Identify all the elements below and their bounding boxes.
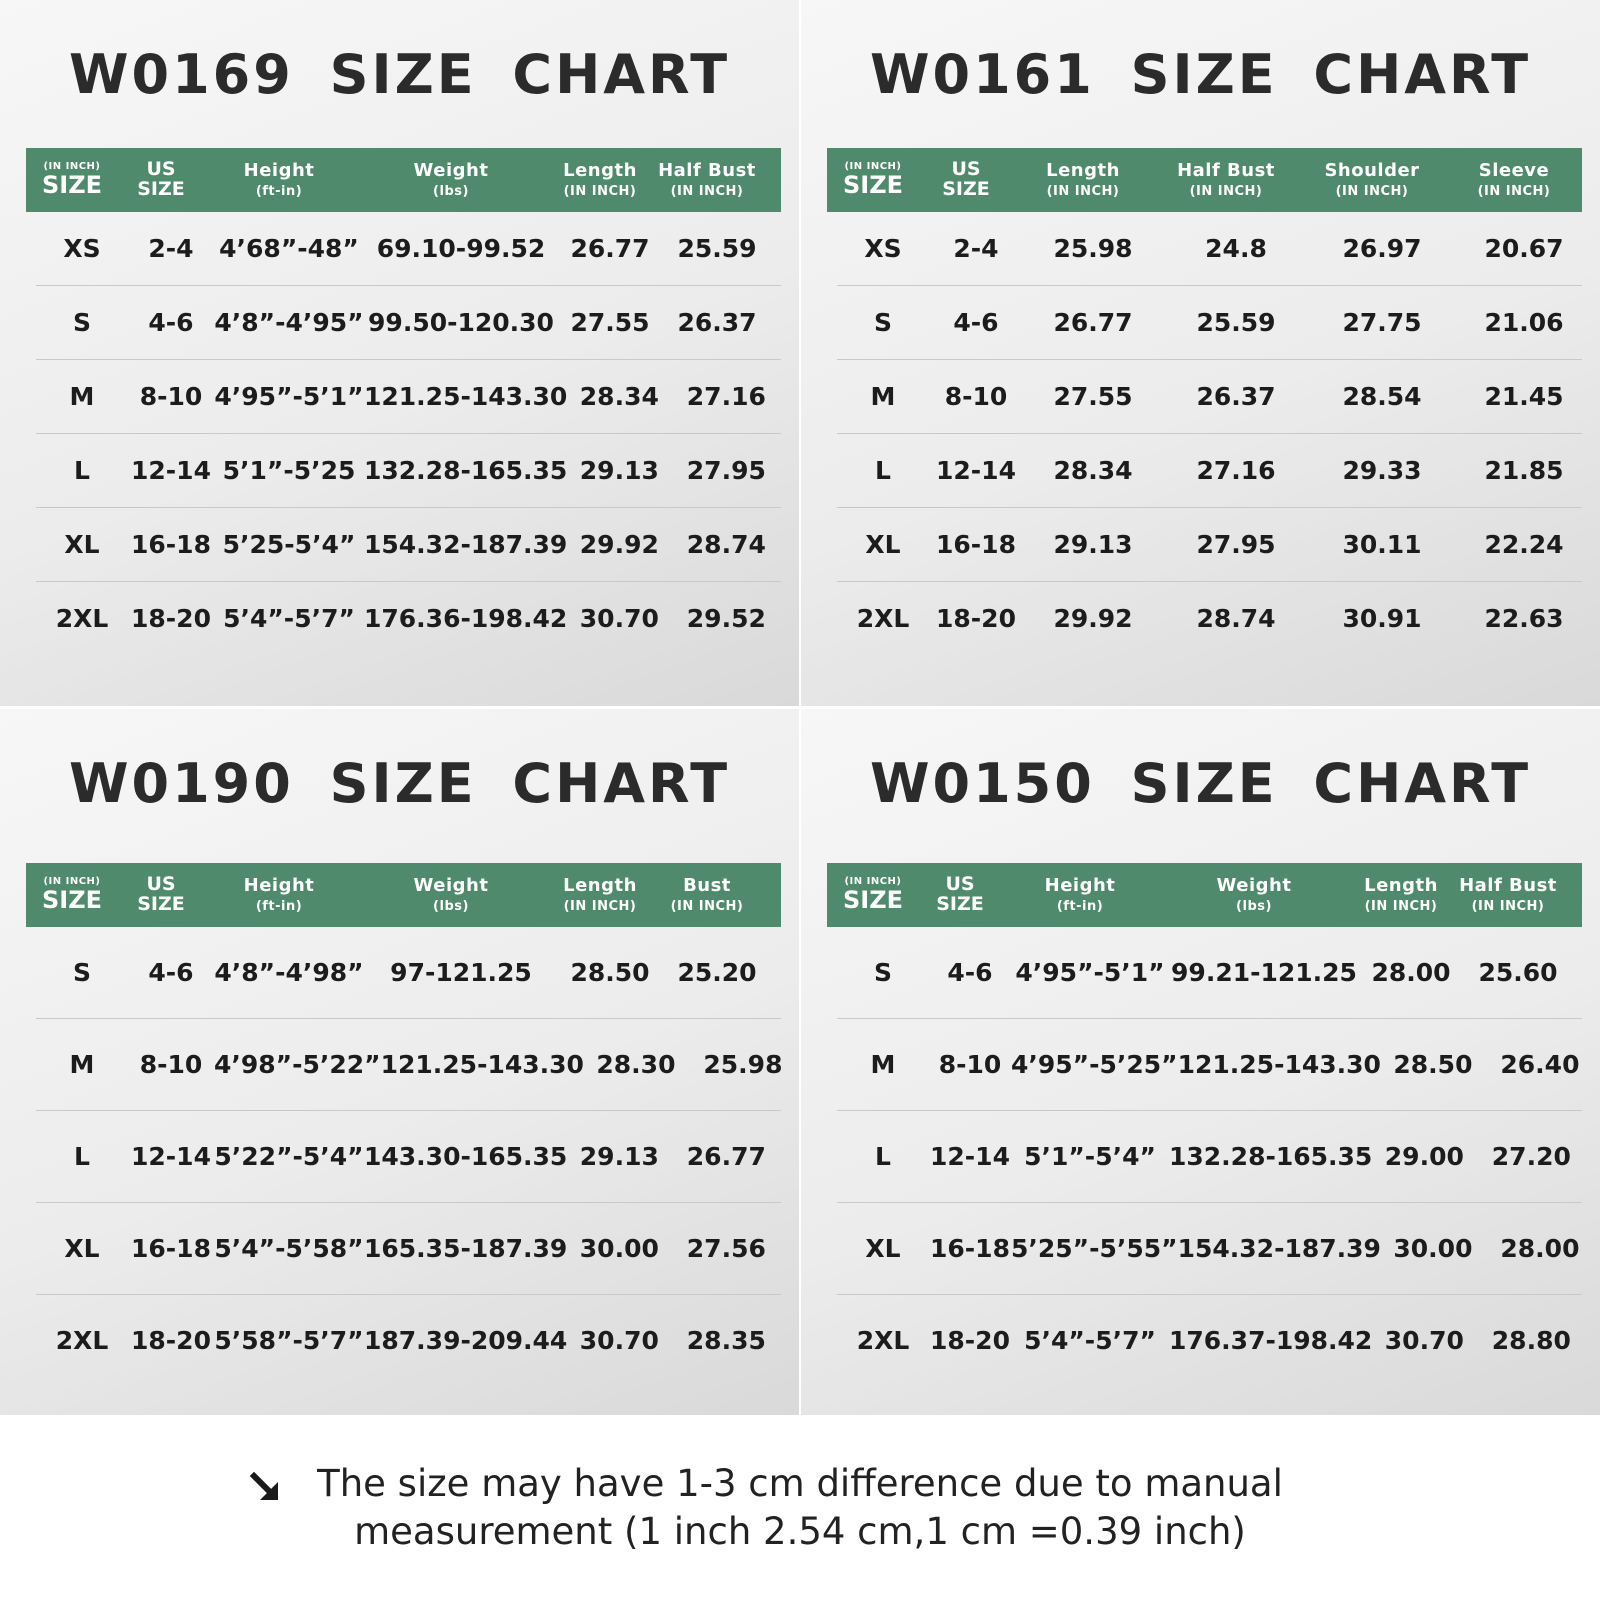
- column-header: [118, 160, 204, 200]
- table-cell: 4-6: [947, 958, 993, 987]
- chart-title: W0169 SIZE CHART: [68, 43, 731, 106]
- size-cell: L: [74, 1142, 90, 1171]
- header-label: Length: [563, 874, 637, 896]
- disclaimer-line-2: measurement (1 inch 2.54 cm,1 cm =0.39 inch): [354, 1510, 1246, 1553]
- table-cell: 8-10: [139, 1050, 203, 1079]
- table-cell: 5’58”-5’7”: [214, 1326, 364, 1355]
- table-cell: 18-20: [930, 1326, 1010, 1355]
- table-row: [837, 360, 1582, 434]
- size-cell: M: [870, 382, 896, 411]
- table-cell: 26.77: [1053, 308, 1133, 337]
- header-label: US: [951, 158, 981, 181]
- table-cell: 27.55: [570, 308, 650, 337]
- table-row: [36, 508, 781, 582]
- table-cell: 143.30-165.35: [364, 1142, 568, 1171]
- size-cell: L: [875, 1142, 891, 1171]
- header-label: SIZE: [137, 893, 185, 915]
- table-cell: 29.92: [579, 530, 659, 559]
- size-cell: XS: [864, 234, 902, 263]
- header-label: Shoulder: [1324, 159, 1420, 181]
- table-cell: 5’4”-5’7”: [223, 604, 355, 633]
- table-cell: 28.74: [1196, 604, 1276, 633]
- header-label: Length: [1046, 159, 1120, 181]
- header-unit: (IN INCH): [563, 183, 637, 199]
- column-header: [1453, 874, 1563, 914]
- size-disclaimer: [0, 1460, 1600, 1556]
- table-row: [837, 212, 1582, 286]
- column-header: [548, 159, 652, 199]
- table-cell: 99.21-121.25: [1171, 958, 1357, 987]
- table-cell: 22.63: [1484, 604, 1564, 633]
- table-cell: 5’25”-5’55”: [1011, 1234, 1178, 1263]
- table-cell: 26.40: [1500, 1050, 1580, 1079]
- table-cell: 5’1”-5’25: [222, 456, 356, 485]
- table-cell: 4-6: [953, 308, 999, 337]
- header-unit: (IN INCH): [1335, 183, 1409, 199]
- table-row: [837, 582, 1582, 655]
- size-cell: XL: [865, 530, 901, 559]
- table-row: [36, 582, 781, 655]
- table-cell: 28.34: [579, 382, 659, 411]
- size-cell: 2XL: [856, 1326, 910, 1355]
- table-cell: 2-4: [148, 234, 194, 263]
- header-label: Height: [243, 874, 315, 896]
- header-label: Length: [563, 159, 637, 181]
- table-cell: 18-20: [936, 604, 1016, 633]
- table-cell: 16-18: [131, 1234, 211, 1263]
- chart-title: W0150 SIZE CHART: [869, 752, 1532, 815]
- table-cell: 4’98”-5’22”: [214, 1050, 381, 1079]
- header-label: Length: [1364, 874, 1438, 896]
- table-cell: 25.60: [1478, 958, 1558, 987]
- table-cell: 132.28-165.35: [364, 456, 568, 485]
- size-cell: L: [875, 456, 891, 485]
- chart-title: W0161 SIZE CHART: [869, 43, 1532, 106]
- table-cell: 154.32-187.39: [1177, 1234, 1381, 1263]
- table-cell: 26.97: [1342, 234, 1422, 263]
- table-cell: 28.80: [1491, 1326, 1571, 1355]
- column-header: [354, 874, 548, 914]
- header-unit-note: (IN INCH): [43, 161, 101, 173]
- header-label: Height: [1044, 874, 1116, 896]
- column-header: [354, 159, 548, 199]
- table-cell: 5’25-5’4”: [222, 530, 356, 559]
- header-label: SIZE: [942, 178, 990, 200]
- table-cell: 22.24: [1484, 530, 1564, 559]
- table-cell: 4’95”-5’25”: [1011, 1050, 1178, 1079]
- header-label: Half Bust: [658, 159, 756, 181]
- table-cell: 121.25-143.30: [1177, 1050, 1381, 1079]
- table-cell: 30.00: [579, 1234, 659, 1263]
- table-header: [26, 863, 781, 927]
- table-cell: 29.33: [1342, 456, 1422, 485]
- table-cell: 12-14: [936, 456, 1016, 485]
- table-row: [36, 1295, 781, 1386]
- table-cell: 27.95: [1196, 530, 1276, 559]
- table-header: [26, 148, 781, 212]
- table-cell: 21.85: [1484, 456, 1564, 485]
- table-row: [36, 927, 781, 1019]
- header-unit: (IN INCH): [1477, 183, 1551, 199]
- header-unit: (IN INCH): [563, 898, 637, 914]
- table-cell: 21.06: [1484, 308, 1564, 337]
- table-cell: 28.50: [1393, 1050, 1473, 1079]
- table-cell: 16-18: [131, 530, 211, 559]
- table-cell: 30.70: [579, 604, 659, 633]
- table-cell: 8-10: [938, 1050, 1002, 1079]
- size-cell: 2XL: [55, 1326, 109, 1355]
- table-cell: 20.67: [1484, 234, 1564, 263]
- table-cell: 5’4”-5’58”: [214, 1234, 364, 1263]
- column-header: [1013, 159, 1153, 199]
- size-chart-panel-w0190: [0, 709, 799, 1415]
- table-cell: 28.00: [1371, 958, 1451, 987]
- header-label: US: [146, 873, 176, 896]
- header-unit: (ft-in): [255, 898, 303, 914]
- table-cell: 30.91: [1342, 604, 1422, 633]
- table-row: [837, 286, 1582, 360]
- header-label: SIZE: [936, 893, 984, 915]
- table-cell: 187.39-209.44: [364, 1326, 568, 1355]
- header-label: US: [945, 873, 975, 896]
- size-chart-panel-w0150: [801, 709, 1600, 1415]
- size-cell: M: [870, 1050, 896, 1079]
- table-cell: 27.16: [686, 382, 766, 411]
- column-header: [827, 877, 919, 913]
- size-cell: M: [69, 382, 95, 411]
- table-row: [837, 1019, 1582, 1111]
- header-unit-note: (IN INCH): [844, 876, 902, 888]
- column-header: [1153, 159, 1299, 199]
- column-header: [1159, 874, 1349, 914]
- column-header: [204, 874, 354, 914]
- column-header: [1001, 874, 1159, 914]
- table-cell: 29.00: [1384, 1142, 1464, 1171]
- table-cell: 18-20: [131, 1326, 211, 1355]
- size-chart-panel-w0161: [801, 0, 1600, 706]
- table-cell: 25.59: [677, 234, 757, 263]
- size-cell: 2XL: [856, 604, 910, 633]
- table-body: [827, 212, 1582, 655]
- table-cell: 27.16: [1196, 456, 1276, 485]
- table-cell: 21.45: [1484, 382, 1564, 411]
- table-row: [36, 1203, 781, 1295]
- size-cell: S: [873, 958, 892, 987]
- header-unit: (IN INCH): [1189, 183, 1263, 199]
- table-cell: 24.8: [1205, 234, 1267, 263]
- table-cell: 29.13: [1053, 530, 1133, 559]
- table-cell: 27.56: [686, 1234, 766, 1263]
- table-row: [837, 508, 1582, 582]
- size-cell: XL: [64, 1234, 100, 1263]
- table-cell: 165.35-187.39: [364, 1234, 568, 1263]
- size-cell: M: [69, 1050, 95, 1079]
- header-label: Weight: [413, 159, 489, 181]
- column-header: [827, 162, 919, 198]
- chart-title: W0190 SIZE CHART: [68, 752, 731, 815]
- table-row: [36, 1019, 781, 1111]
- disclaimer-line-1: The size may have 1-3 cm difference due to manual: [317, 1462, 1283, 1505]
- table-cell: 154.32-187.39: [364, 530, 568, 559]
- table-row: [36, 360, 781, 434]
- column-header: [1299, 159, 1445, 199]
- header-unit: (IN INCH): [1046, 183, 1120, 199]
- header-label: Weight: [1216, 874, 1292, 896]
- table-cell: 5’4”-5’7”: [1024, 1326, 1156, 1355]
- table-cell: 26.37: [1196, 382, 1276, 411]
- header-unit: (IN INCH): [1364, 898, 1438, 914]
- table-cell: 97-121.25: [390, 958, 532, 987]
- table-cell: 99.50-120.30: [368, 308, 554, 337]
- header-label: Height: [243, 159, 315, 181]
- header-unit: (lbs): [433, 183, 469, 199]
- table-cell: 132.28-165.35: [1169, 1142, 1373, 1171]
- table-cell: 26.77: [686, 1142, 766, 1171]
- header-unit: (lbs): [433, 898, 469, 914]
- column-header: [1349, 874, 1453, 914]
- size-table: [26, 148, 781, 655]
- header-unit: (IN INCH): [670, 183, 744, 199]
- column-header: [204, 159, 354, 199]
- table-row: [36, 1111, 781, 1203]
- table-cell: 29.52: [686, 604, 766, 633]
- header-label: SIZE: [842, 885, 903, 914]
- table-cell: 27.20: [1491, 1142, 1571, 1171]
- table-cell: 176.36-198.42: [364, 604, 568, 633]
- table-cell: 18-20: [131, 604, 211, 633]
- header-unit: (ft-in): [1056, 898, 1104, 914]
- table-cell: 5’1”-5’4”: [1024, 1142, 1156, 1171]
- table-row: [837, 1111, 1582, 1203]
- size-table: [827, 148, 1582, 655]
- header-label: Weight: [413, 874, 489, 896]
- header-label: US: [146, 158, 176, 181]
- header-label: SIZE: [41, 885, 102, 914]
- table-cell: 25.98: [703, 1050, 783, 1079]
- table-cell: 8-10: [944, 382, 1008, 411]
- table-cell: 26.77: [570, 234, 650, 263]
- table-cell: 12-14: [930, 1142, 1010, 1171]
- table-cell: 8-10: [139, 382, 203, 411]
- size-cell: XS: [63, 234, 101, 263]
- table-row: [837, 927, 1582, 1019]
- header-unit-note: (IN INCH): [844, 161, 902, 173]
- header-label: Half Bust: [1459, 874, 1557, 896]
- table-cell: 30.70: [579, 1326, 659, 1355]
- size-chart-panel-w0169: [0, 0, 799, 706]
- table-cell: 27.75: [1342, 308, 1422, 337]
- table-cell: 4’68”-48”: [219, 234, 359, 263]
- table-cell: 4’8”-4’98”: [214, 958, 364, 987]
- table-cell: 28.35: [686, 1326, 766, 1355]
- table-cell: 121.25-143.30: [380, 1050, 584, 1079]
- table-cell: 16-18: [930, 1234, 1010, 1263]
- size-cell: S: [873, 308, 892, 337]
- header-unit: (ft-in): [255, 183, 303, 199]
- table-cell: 176.37-198.42: [1169, 1326, 1373, 1355]
- header-unit: (IN INCH): [1471, 898, 1545, 914]
- table-cell: 29.13: [579, 456, 659, 485]
- table-cell: 69.10-99.52: [376, 234, 546, 263]
- table-cell: 28.54: [1342, 382, 1422, 411]
- table-cell: 28.00: [1500, 1234, 1580, 1263]
- size-cell: 2XL: [55, 604, 109, 633]
- header-label: SIZE: [842, 170, 903, 199]
- table-cell: 4-6: [148, 958, 194, 987]
- size-cell: L: [74, 456, 90, 485]
- table-cell: 12-14: [131, 456, 211, 485]
- column-header: [26, 162, 118, 198]
- table-cell: 16-18: [936, 530, 1016, 559]
- table-cell: 121.25-143.30: [364, 382, 568, 411]
- table-cell: 4’8”-4’95”: [214, 308, 364, 337]
- header-label: SIZE: [137, 178, 185, 200]
- table-cell: 28.34: [1053, 456, 1133, 485]
- table-cell: 30.00: [1393, 1234, 1473, 1263]
- header-unit: (IN INCH): [670, 898, 744, 914]
- table-row: [36, 212, 781, 286]
- header-label: Bust: [683, 874, 731, 896]
- table-cell: 4’95”-5’1”: [1015, 958, 1165, 987]
- table-row: [36, 286, 781, 360]
- column-header: [548, 874, 652, 914]
- header-unit-note: (IN INCH): [43, 876, 101, 888]
- column-header: [652, 159, 762, 199]
- table-cell: 29.92: [1053, 604, 1133, 633]
- table-cell: 25.59: [1196, 308, 1276, 337]
- column-header: [919, 875, 1001, 915]
- table-body: [26, 212, 781, 655]
- table-cell: 27.55: [1053, 382, 1133, 411]
- size-table: [827, 863, 1582, 1386]
- size-cell: S: [72, 308, 91, 337]
- table-cell: 12-14: [131, 1142, 211, 1171]
- table-header: [827, 863, 1582, 927]
- table-cell: 28.30: [596, 1050, 676, 1079]
- column-header: [1445, 159, 1583, 199]
- table-cell: 25.20: [677, 958, 757, 987]
- size-table: [26, 863, 781, 1386]
- header-label: Sleeve: [1478, 159, 1550, 181]
- size-cell: S: [72, 958, 91, 987]
- table-cell: 26.37: [677, 308, 757, 337]
- column-header: [118, 875, 204, 915]
- header-label: SIZE: [41, 170, 102, 199]
- table-body: [26, 927, 781, 1386]
- table-cell: 30.70: [1384, 1326, 1464, 1355]
- column-header: [652, 874, 762, 914]
- table-cell: 5’22”-5’4”: [214, 1142, 364, 1171]
- table-row: [36, 434, 781, 508]
- column-header: [919, 160, 1013, 200]
- size-cell: XL: [865, 1234, 901, 1263]
- header-label: Half Bust: [1177, 159, 1275, 181]
- table-cell: 28.74: [686, 530, 766, 559]
- table-header: [827, 148, 1582, 212]
- header-unit: (lbs): [1236, 898, 1272, 914]
- size-cell: XL: [64, 530, 100, 559]
- table-row: [837, 1203, 1582, 1295]
- table-cell: 25.98: [1053, 234, 1133, 263]
- table-cell: 28.50: [570, 958, 650, 987]
- table-cell: 30.11: [1342, 530, 1422, 559]
- table-row: [837, 434, 1582, 508]
- table-cell: 4’95”-5’1”: [214, 382, 364, 411]
- table-cell: 4-6: [148, 308, 194, 337]
- table-cell: 29.13: [579, 1142, 659, 1171]
- table-cell: 2-4: [953, 234, 999, 263]
- table-cell: 27.95: [686, 456, 766, 485]
- column-header: [26, 877, 118, 913]
- table-row: [837, 1295, 1582, 1386]
- table-body: [827, 927, 1582, 1386]
